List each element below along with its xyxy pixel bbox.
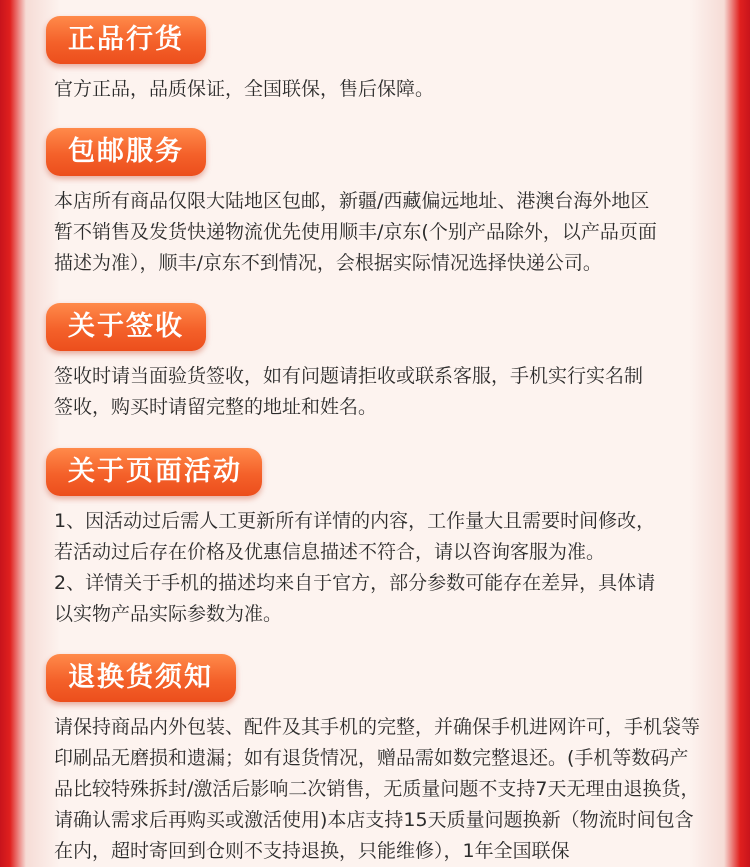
section-text: 本店所有商品仅限大陆地区包邮，新疆/西藏偏远地址、港澳台海外地区 暂不销售及发货快递物流优先使用顺丰/京东(个别产品除外，以产品页面 描述为准），顺丰/京东不到情况，会根据实际情况选择快递公司。: [54, 190, 657, 274]
section-text: 请保持商品内外包装、配件及其手机的完整，并确保手机进网许可，手机袋等 印刷品无磨损和遗漏；如有退货情况，赠品需如数完整退还。(手机等数码产 品比较特殊拆封/激活后影响二次销售，无质量问题不支持7天无理由退换货， 请确认需求后再购买或激活使用)本店支持15天质量问题换新（物流时间包含 在内，超时寄回到仓则不支持退换，只能维修），1年全国联保: [54, 716, 701, 862]
section-text: 官方正品，品质保证，全国联保，售后保障。: [54, 78, 435, 100]
section-free-shipping: [46, 128, 710, 279]
section-text: 1、因活动过后需人工更新所有详情的内容，工作量大且需要时间修改， 若活动过后存在价格及优惠信息描述不符合，请以咨询客服为准。 2、详情关于手机的描述均来自于官方，部分参数可能存在差异，具体请 以实物产品实际参数为准。: [54, 510, 656, 625]
section-title-badge: 退换货须知: [46, 654, 236, 702]
section-delivery-signing: [46, 303, 710, 423]
section-title-badge: 包邮服务: [46, 128, 206, 176]
section-page-promotions: [46, 448, 710, 630]
section-title-badge: 关于签收: [46, 303, 206, 351]
section-genuine-goods: [46, 16, 710, 105]
section-text: 签收时请当面验货签收，如有问题请拒收或联系客服，手机实行实名制 签收，购买时请留完整的地址和姓名。: [54, 365, 644, 418]
section-title-badge: 关于页面活动: [46, 448, 262, 496]
section-return-exchange: [46, 654, 710, 867]
section-title-badge: 正品行货: [46, 16, 206, 64]
